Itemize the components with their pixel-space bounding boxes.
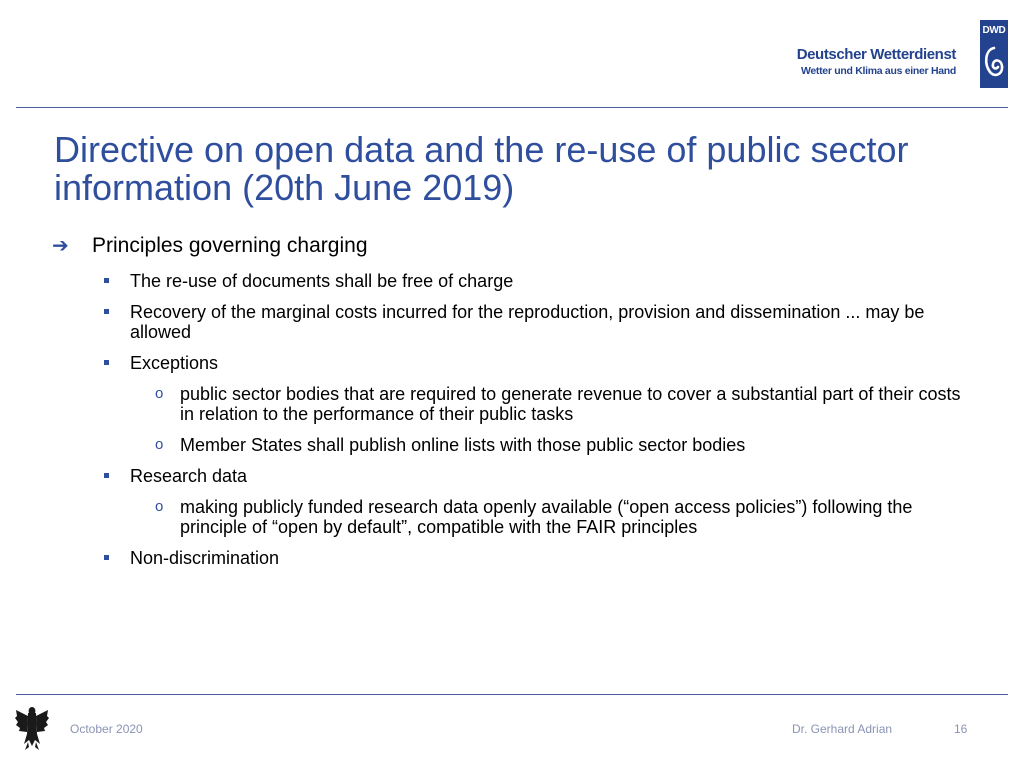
- square-bullet-icon: [104, 555, 109, 560]
- federal-eagle-icon: [14, 704, 50, 752]
- bullet-item: [52, 353, 972, 373]
- bullet-item: [52, 548, 972, 568]
- sub-bullet-item: [52, 435, 972, 455]
- sub-bullet-item: [52, 384, 972, 424]
- bullet-text: Research data: [130, 466, 248, 486]
- slide-title: Directive on open data and the re-use of public sector information (20th June 2019): [54, 129, 909, 208]
- footer-author: Dr. Gerhard Adrian: [792, 722, 893, 736]
- sub-bullet-item: [52, 497, 972, 537]
- circle-bullet-icon: o: [155, 498, 164, 515]
- bullet-item: [52, 466, 972, 486]
- logo-tagline: Wetter und Klima aus einer Hand: [800, 65, 956, 77]
- square-bullet-icon: [104, 473, 109, 478]
- square-bullet-icon: [104, 278, 109, 283]
- arrow-right-icon: ➔: [52, 235, 69, 257]
- square-bullet-icon: [104, 309, 109, 314]
- principles-heading-text: Principles governing charging: [92, 234, 368, 257]
- dwd-logo-mark: [980, 20, 1008, 88]
- slide-body: [52, 232, 972, 568]
- swirl-icon: [982, 44, 1006, 82]
- principles-heading: [52, 232, 972, 260]
- square-bullet-icon: [104, 360, 109, 365]
- bullet-text: Exceptions: [130, 353, 219, 373]
- page-number: 16: [954, 722, 968, 736]
- sub-bullet-text: making publicly funded research data openly available (“open access policies”) following the principle of “open by default”, compatible with the FAIR principles: [180, 497, 913, 537]
- circle-bullet-icon: o: [155, 385, 164, 402]
- bullet-text: The re-use of documents shall be free of charge: [130, 271, 514, 291]
- sub-bullet-text: Member States shall publish online lists with those public sector bodies: [180, 435, 746, 455]
- header-divider: [16, 107, 1008, 108]
- circle-bullet-icon: o: [155, 436, 164, 453]
- logo-name: Deutscher Wetterdienst: [796, 46, 956, 63]
- bullet-text: Recovery of the marginal costs incurred for the reproduction, provision and dissemination ... may be allowed: [130, 302, 925, 342]
- sub-bullet-text: public sector bodies that are required to generate revenue to cover a substantial part of their costs in relation to the performance of their public tasks: [180, 384, 961, 424]
- footer-divider: [16, 694, 1008, 695]
- logo-abbreviation: DWD: [982, 25, 1006, 36]
- footer-date: October 2020: [70, 722, 143, 736]
- bullet-item: [52, 302, 972, 342]
- bullet-text: Non-discrimination: [130, 548, 280, 568]
- bullet-item: [52, 271, 972, 291]
